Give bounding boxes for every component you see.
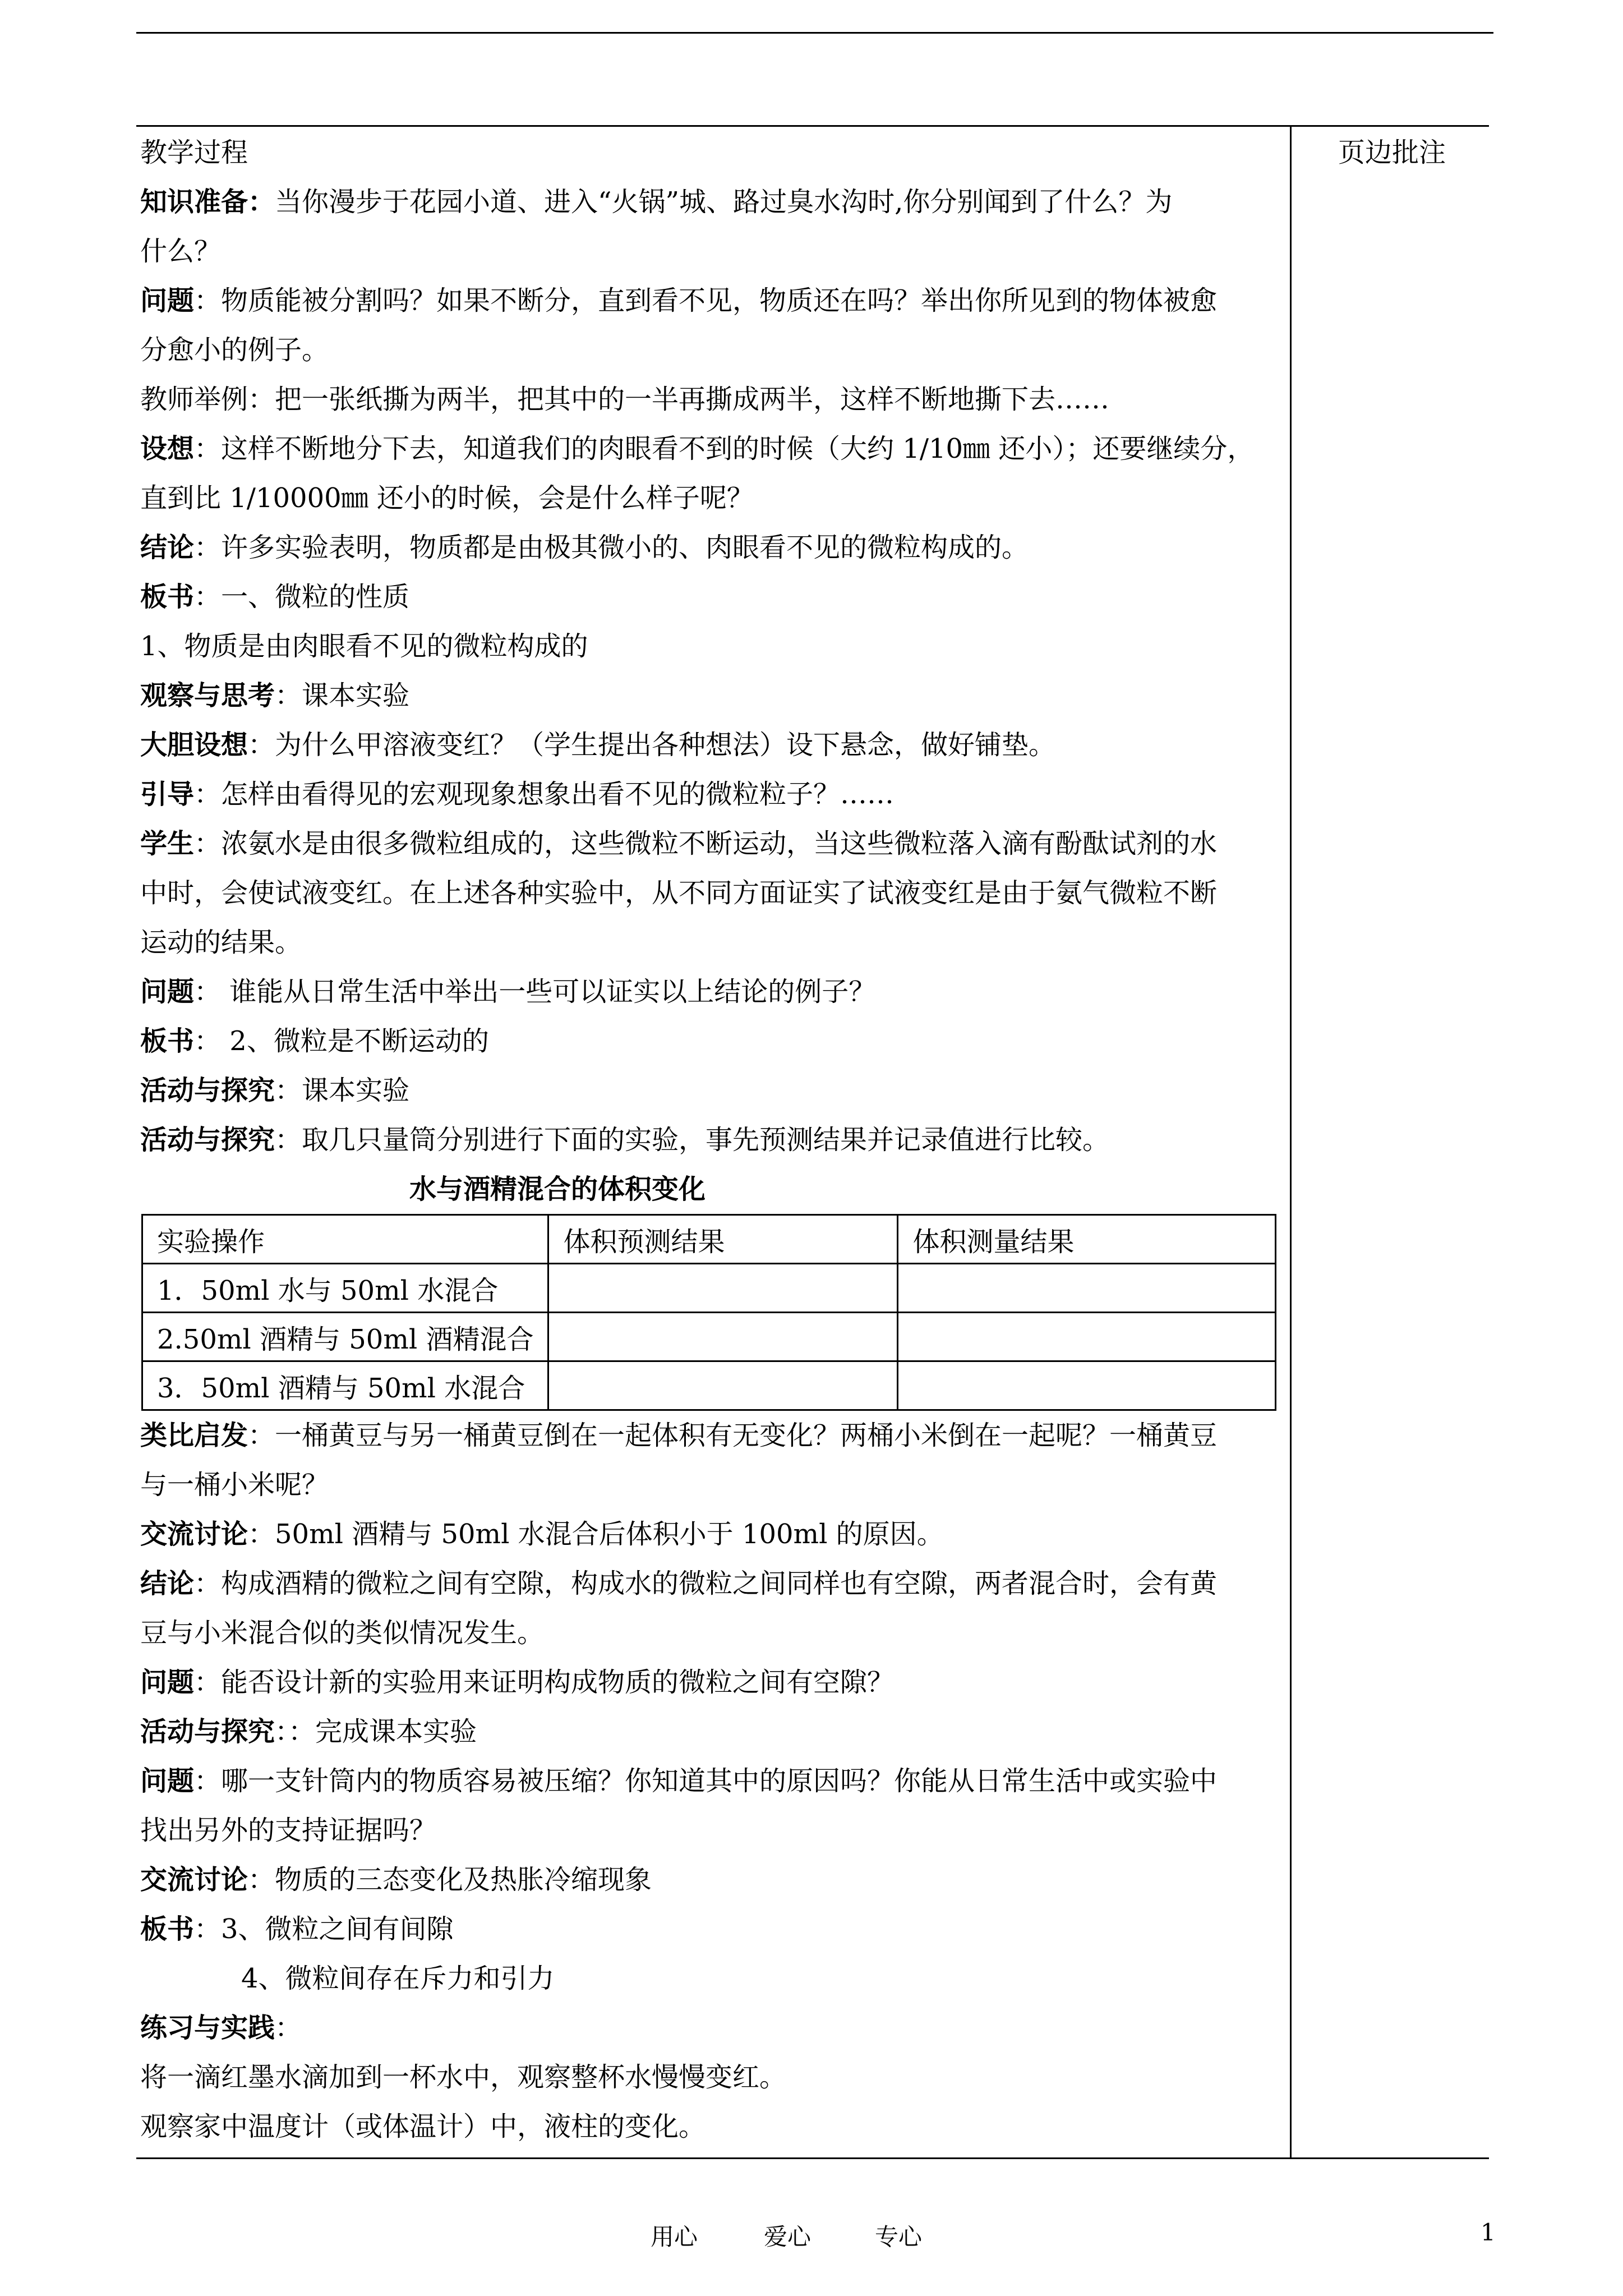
line-label: 活动与探究	[140, 1124, 275, 1156]
line-text: ： 2、微粒是不断运动的	[194, 1025, 489, 1057]
line-text: 什么？	[140, 236, 222, 267]
header-rule	[136, 32, 1493, 34]
line-text: 直到比 1/10000㎜ 还小的时候，会是什么样子呢？	[140, 482, 754, 514]
text-line	[140, 572, 1281, 622]
text-line	[140, 276, 1281, 325]
frame-bottom-border	[136, 2157, 1489, 2159]
text-line	[140, 1658, 1281, 1707]
table-cell	[898, 1313, 1276, 1361]
line-text: 与一桶小米呢？	[140, 1469, 329, 1501]
page-footer	[0, 2219, 1623, 2258]
line-text: 1、物质是由肉眼看不见的微粒构成的	[140, 631, 588, 662]
table-cell	[548, 1264, 898, 1313]
text-line	[140, 622, 1281, 671]
text-line	[140, 375, 1281, 424]
table-cell	[548, 1313, 898, 1361]
frame-top-border	[136, 125, 1489, 127]
frame-column-divider	[1290, 125, 1292, 2159]
line-text: ：物质能被分割吗？如果不断分，直到看不见，物质还在吗？举出你所见到的物体被愈	[194, 285, 1218, 316]
table-row	[142, 1264, 1276, 1313]
table-cell	[898, 1264, 1276, 1313]
text-line	[140, 720, 1281, 770]
text-line	[140, 2102, 1281, 2151]
side-notes-header: 页边批注	[1338, 137, 1446, 168]
text-line	[140, 424, 1281, 473]
line-text: 当你漫步于花园小道、进入“火锅”城、路过臭水沟时,你分别闻到了什么？为	[275, 186, 1173, 218]
text-line	[140, 1756, 1281, 1806]
table-header-cell: 体积测量结果	[898, 1215, 1276, 1264]
text-line	[140, 227, 1281, 276]
line-label: 类比启发	[140, 1420, 248, 1451]
line-text: ：3、微粒之间有间隙	[194, 1913, 454, 1945]
line-label: 问题	[140, 1765, 195, 1797]
line-label: 设想	[140, 433, 195, 464]
line-text: 运动的结果。	[140, 927, 302, 958]
line-text: ：许多实验表明，物质都是由极其微小的、肉眼看不见的微粒构成的。	[194, 532, 1029, 563]
line-text: ：为什么甲溶液变红？（学生提出各种想法）设下悬念，做好铺垫。	[248, 729, 1056, 761]
line-label: 板书	[140, 1025, 195, 1057]
table-title: 水与酒精混合的体积变化	[409, 1174, 706, 1205]
line-text: 4、微粒间存在斥力和引力	[241, 1963, 555, 1994]
table-cell	[898, 1361, 1276, 1410]
line-text: 观察家中温度计（或体温计）中，液柱的变化。	[140, 2111, 706, 2142]
footer-motto: 爱心	[764, 2223, 811, 2251]
line-text: 找出另外的支持证据吗？	[140, 1815, 437, 1846]
text-line	[140, 1510, 1281, 1559]
table-row	[142, 1361, 1276, 1410]
experiment-table	[141, 1214, 1276, 1411]
text-line	[140, 1460, 1281, 1510]
line-text: ：浓氨水是由很多微粒组成的，这些微粒不断运动，当这些微粒落入滴有酚酞试剂的水	[194, 828, 1218, 859]
line-label: 板书	[140, 1913, 195, 1945]
table-header-row	[142, 1215, 1276, 1264]
line-text: 将一滴红墨水滴加到一杯水中，观察整杯水慢慢变红。	[140, 2062, 787, 2093]
line-label: 板书	[140, 581, 195, 613]
text-line	[140, 1115, 1281, 1165]
line-label: 结论	[140, 1568, 195, 1599]
text-line	[140, 918, 1281, 967]
text-line	[140, 473, 1281, 523]
section-title: 教学过程	[140, 137, 248, 168]
text-line	[140, 1954, 1281, 2003]
text-line	[140, 671, 1281, 720]
text-line	[140, 1016, 1281, 1066]
footer-motto: 用心	[651, 2223, 698, 2251]
text-line	[140, 1608, 1281, 1658]
line-text: ：：完成课本实验	[275, 1716, 477, 1747]
text-line	[140, 1559, 1281, 1608]
line-label: 问题	[140, 1667, 195, 1698]
line-text: 教师举例：把一张纸撕为两半，把其中的一半再撕成两半，这样不断地撕下去……	[140, 384, 1110, 415]
text-line	[140, 325, 1281, 375]
text-line	[140, 2003, 1281, 2053]
line-label: 活动与探究	[140, 1716, 275, 1747]
text-line	[140, 1806, 1281, 1855]
line-text: 分愈小的例子。	[140, 334, 329, 366]
line-label: 交流讨论	[140, 1864, 248, 1895]
text-line	[140, 2053, 1281, 2102]
line-label: 问题	[140, 976, 195, 1007]
table-cell: 3．50ml 酒精与 50ml 水混合	[142, 1361, 548, 1410]
line-label: 大胆设想	[140, 729, 248, 761]
line-text: ：	[275, 2012, 302, 2044]
text-line	[140, 967, 1281, 1016]
line-text: ：能否设计新的实验用来证明构成物质的微粒之间有空隙？	[194, 1667, 895, 1698]
text-line	[140, 770, 1281, 819]
text-line	[140, 523, 1281, 572]
line-label: 知识准备：	[140, 186, 275, 218]
content-block-1	[140, 177, 1281, 1165]
table-header-cell: 体积预测结果	[548, 1215, 898, 1264]
line-text: 中时，会使试液变红。在上述各种实验中，从不同方面证实了试液变红是由于氨气微粒不断	[140, 877, 1218, 909]
line-text: ：取几只量筒分别进行下面的实验，事先预测结果并记录值进行比较。	[275, 1124, 1110, 1156]
line-label: 学生	[140, 828, 195, 859]
table-cell: 1．50ml 水与 50ml 水混合	[142, 1264, 548, 1313]
line-label: 练习与实践	[140, 2012, 275, 2044]
footer-motto: 专心	[875, 2223, 923, 2251]
table-row	[142, 1313, 1276, 1361]
table-cell: 2.50ml 酒精与 50ml 酒精混合	[142, 1313, 548, 1361]
line-label: 活动与探究	[140, 1075, 275, 1106]
line-text: ：物质的三态变化及热胀冷缩现象	[248, 1864, 652, 1895]
table-header-cell: 实验操作	[142, 1215, 548, 1264]
line-text: ：怎样由看得见的宏观现象想象出看不见的微粒粒子？……	[194, 779, 895, 810]
text-line	[140, 819, 1281, 868]
line-text: ：构成酒精的微粒之间有空隙，构成水的微粒之间同样也有空隙，两者混合时，会有黄	[194, 1568, 1218, 1599]
line-text: ：哪一支针筒内的物质容易被压缩？你知道其中的原因吗？你能从日常生活中或实验中	[194, 1765, 1218, 1797]
line-text: ：一、微粒的性质	[194, 581, 410, 613]
line-text: ：课本实验	[275, 680, 410, 711]
line-text: ：50ml 酒精与 50ml 水混合后体积小于 100ml 的原因。	[248, 1519, 944, 1550]
text-line	[140, 1066, 1281, 1115]
text-line	[140, 1411, 1281, 1460]
line-text: ： 谁能从日常生活中举出一些可以证实以上结论的例子？	[194, 976, 876, 1007]
line-text: ：这样不断地分下去，知道我们的肉眼看不到的时候（大约 1/10㎜ 还小）；还要继续分，	[194, 433, 1255, 464]
text-line	[140, 1904, 1281, 1954]
line-text: 豆与小米混合似的类似情况发生。	[140, 1617, 545, 1649]
page-number: 1	[1481, 2219, 1496, 2246]
content-block-2	[140, 1411, 1281, 2151]
line-text: ：课本实验	[275, 1075, 410, 1106]
text-line	[140, 1707, 1281, 1756]
text-line	[140, 1855, 1281, 1904]
text-line	[140, 868, 1281, 918]
line-label: 结论	[140, 532, 195, 563]
line-label: 交流讨论	[140, 1519, 248, 1550]
line-text: ：一桶黄豆与另一桶黄豆倒在一起体积有无变化？两桶小米倒在一起呢？一桶黄豆	[248, 1420, 1218, 1451]
line-label: 引导	[140, 779, 195, 810]
table-cell	[548, 1361, 898, 1410]
line-label: 观察与思考	[140, 680, 275, 711]
text-line	[140, 177, 1281, 227]
line-label: 问题	[140, 285, 195, 316]
lesson-content	[140, 128, 1281, 2151]
